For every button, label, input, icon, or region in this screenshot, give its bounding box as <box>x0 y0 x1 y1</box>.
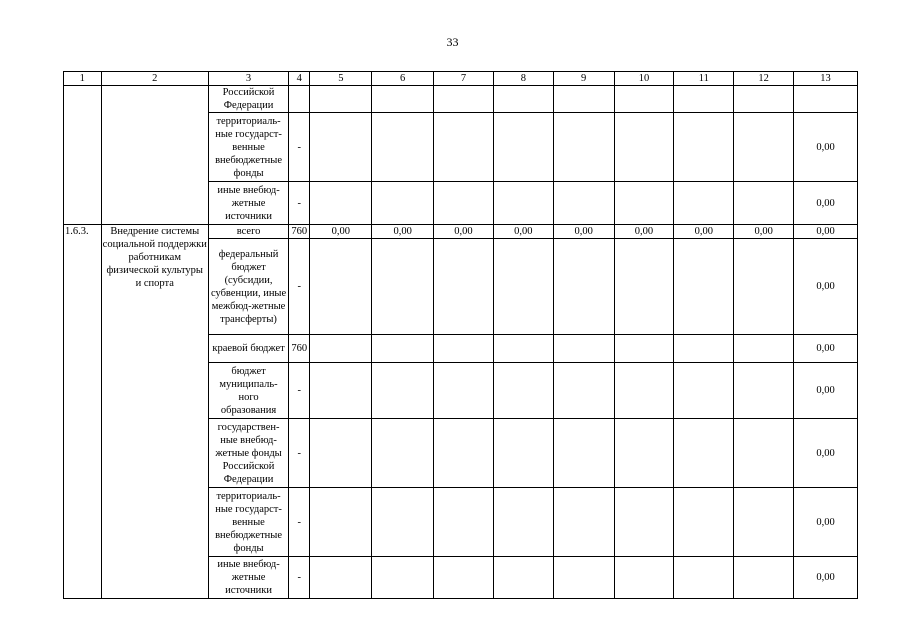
value-cell: 0,00 <box>553 225 614 239</box>
code-cell: 760 <box>289 335 310 363</box>
value-cell <box>493 488 553 557</box>
total-cell: 0,00 <box>794 225 858 239</box>
value-cell <box>434 557 494 599</box>
code-cell: 760 <box>289 225 310 239</box>
value-cell <box>493 182 553 225</box>
value-cell <box>493 239 553 335</box>
total-cell: 0,00 <box>794 182 858 225</box>
value-cell <box>493 113 553 182</box>
value-cell <box>614 182 674 225</box>
table-row-total <box>64 225 858 239</box>
total-cell <box>794 86 858 113</box>
header-cell: 12 <box>734 72 794 86</box>
value-cell <box>674 113 734 182</box>
value-cell <box>614 335 674 363</box>
header-cell: 7 <box>434 72 494 86</box>
total-cell: 0,00 <box>794 557 858 599</box>
header-cell: 8 <box>493 72 553 86</box>
code-cell: - <box>289 239 310 335</box>
value-cell <box>553 363 614 419</box>
value-cell <box>734 557 794 599</box>
name-cell <box>101 86 208 225</box>
source-cell: федеральный бюджет (субсидии, субвенции, иные межбюд-жетные трансферты) <box>209 239 289 335</box>
value-cell <box>674 86 734 113</box>
table-row <box>64 86 858 113</box>
section-name: Внедрение системы социальной поддержки работникам физической культуры и спорта <box>101 225 208 599</box>
source-cell: иные внебюд-жетные источники <box>209 182 289 225</box>
value-cell <box>310 182 372 225</box>
source-cell: краевой бюджет <box>209 335 289 363</box>
header-cell: 9 <box>553 72 614 86</box>
value-cell <box>734 335 794 363</box>
value-cell <box>614 363 674 419</box>
value-cell <box>553 488 614 557</box>
value-cell <box>434 419 494 488</box>
value-cell <box>310 419 372 488</box>
total-cell: 0,00 <box>794 335 858 363</box>
value-cell <box>493 419 553 488</box>
value-cell <box>434 335 494 363</box>
total-cell: 0,00 <box>794 113 858 182</box>
value-cell <box>674 182 734 225</box>
code-cell: - <box>289 557 310 599</box>
value-cell <box>434 86 494 113</box>
value-cell <box>553 557 614 599</box>
header-cell: 5 <box>310 72 372 86</box>
value-cell <box>493 557 553 599</box>
value-cell <box>434 113 494 182</box>
value-cell: 0,00 <box>614 225 674 239</box>
source-cell: всего <box>209 225 289 239</box>
value-cell <box>372 113 434 182</box>
total-cell: 0,00 <box>794 419 858 488</box>
value-cell <box>674 239 734 335</box>
value-cell <box>493 86 553 113</box>
total-cell: 0,00 <box>794 488 858 557</box>
value-cell <box>372 239 434 335</box>
code-cell <box>289 86 310 113</box>
source-cell: государствен-ные внебюд-жетные фонды Российской Федерации <box>209 419 289 488</box>
value-cell <box>372 363 434 419</box>
value-cell <box>614 86 674 113</box>
value-cell <box>310 488 372 557</box>
source-cell: Российской Федерации <box>209 86 289 113</box>
value-cell <box>674 488 734 557</box>
page-number: 33 <box>446 35 459 49</box>
code-cell: - <box>289 113 310 182</box>
header-cell: 6 <box>372 72 434 86</box>
value-cell <box>310 113 372 182</box>
header-cell: 1 <box>64 72 102 86</box>
value-cell: 0,00 <box>734 225 794 239</box>
header-cell: 4 <box>289 72 310 86</box>
budget-table <box>63 71 858 599</box>
header-row <box>64 72 858 86</box>
value-cell <box>434 363 494 419</box>
value-cell <box>553 113 614 182</box>
value-cell <box>310 239 372 335</box>
value-cell <box>734 182 794 225</box>
header-cell: 13 <box>794 72 858 86</box>
value-cell <box>553 335 614 363</box>
value-cell <box>734 488 794 557</box>
value-cell <box>372 557 434 599</box>
value-cell <box>734 363 794 419</box>
value-cell <box>372 182 434 225</box>
value-cell <box>493 363 553 419</box>
number-cell <box>64 86 102 225</box>
code-cell: - <box>289 182 310 225</box>
value-cell <box>434 488 494 557</box>
value-cell <box>553 86 614 113</box>
value-cell <box>734 86 794 113</box>
value-cell: 0,00 <box>372 225 434 239</box>
source-cell: иные внебюд-жетные источники <box>209 557 289 599</box>
value-cell <box>372 419 434 488</box>
value-cell <box>434 182 494 225</box>
header-cell: 10 <box>614 72 674 86</box>
value-cell: 0,00 <box>434 225 494 239</box>
value-cell <box>734 239 794 335</box>
value-cell: 0,00 <box>674 225 734 239</box>
total-cell: 0,00 <box>794 363 858 419</box>
code-cell: - <box>289 419 310 488</box>
section-number: 1.6.3. <box>64 225 102 599</box>
code-cell: - <box>289 363 310 419</box>
value-cell <box>734 113 794 182</box>
total-cell: 0,00 <box>794 239 858 335</box>
source-cell: бюджет муниципаль-ного образования <box>209 363 289 419</box>
value-cell <box>674 419 734 488</box>
value-cell <box>434 239 494 335</box>
header-cell: 3 <box>209 72 289 86</box>
value-cell <box>493 335 553 363</box>
value-cell <box>614 113 674 182</box>
value-cell <box>614 239 674 335</box>
header-cell: 11 <box>674 72 734 86</box>
value-cell <box>372 335 434 363</box>
value-cell <box>614 557 674 599</box>
value-cell <box>310 86 372 113</box>
code-cell: - <box>289 488 310 557</box>
value-cell <box>674 557 734 599</box>
value-cell <box>310 363 372 419</box>
value-cell <box>674 335 734 363</box>
value-cell <box>372 488 434 557</box>
value-cell <box>553 239 614 335</box>
value-cell <box>674 363 734 419</box>
value-cell <box>372 86 434 113</box>
source-cell: территориаль-ные государст-венные внебюджетные фонды <box>209 488 289 557</box>
source-cell: территориаль-ные государст-венные внебюджетные фонды <box>209 113 289 182</box>
value-cell <box>310 335 372 363</box>
value-cell <box>614 488 674 557</box>
value-cell <box>553 419 614 488</box>
value-cell <box>614 419 674 488</box>
value-cell <box>553 182 614 225</box>
value-cell: 0,00 <box>310 225 372 239</box>
value-cell <box>310 557 372 599</box>
value-cell: 0,00 <box>493 225 553 239</box>
header-cell: 2 <box>101 72 208 86</box>
value-cell <box>734 419 794 488</box>
